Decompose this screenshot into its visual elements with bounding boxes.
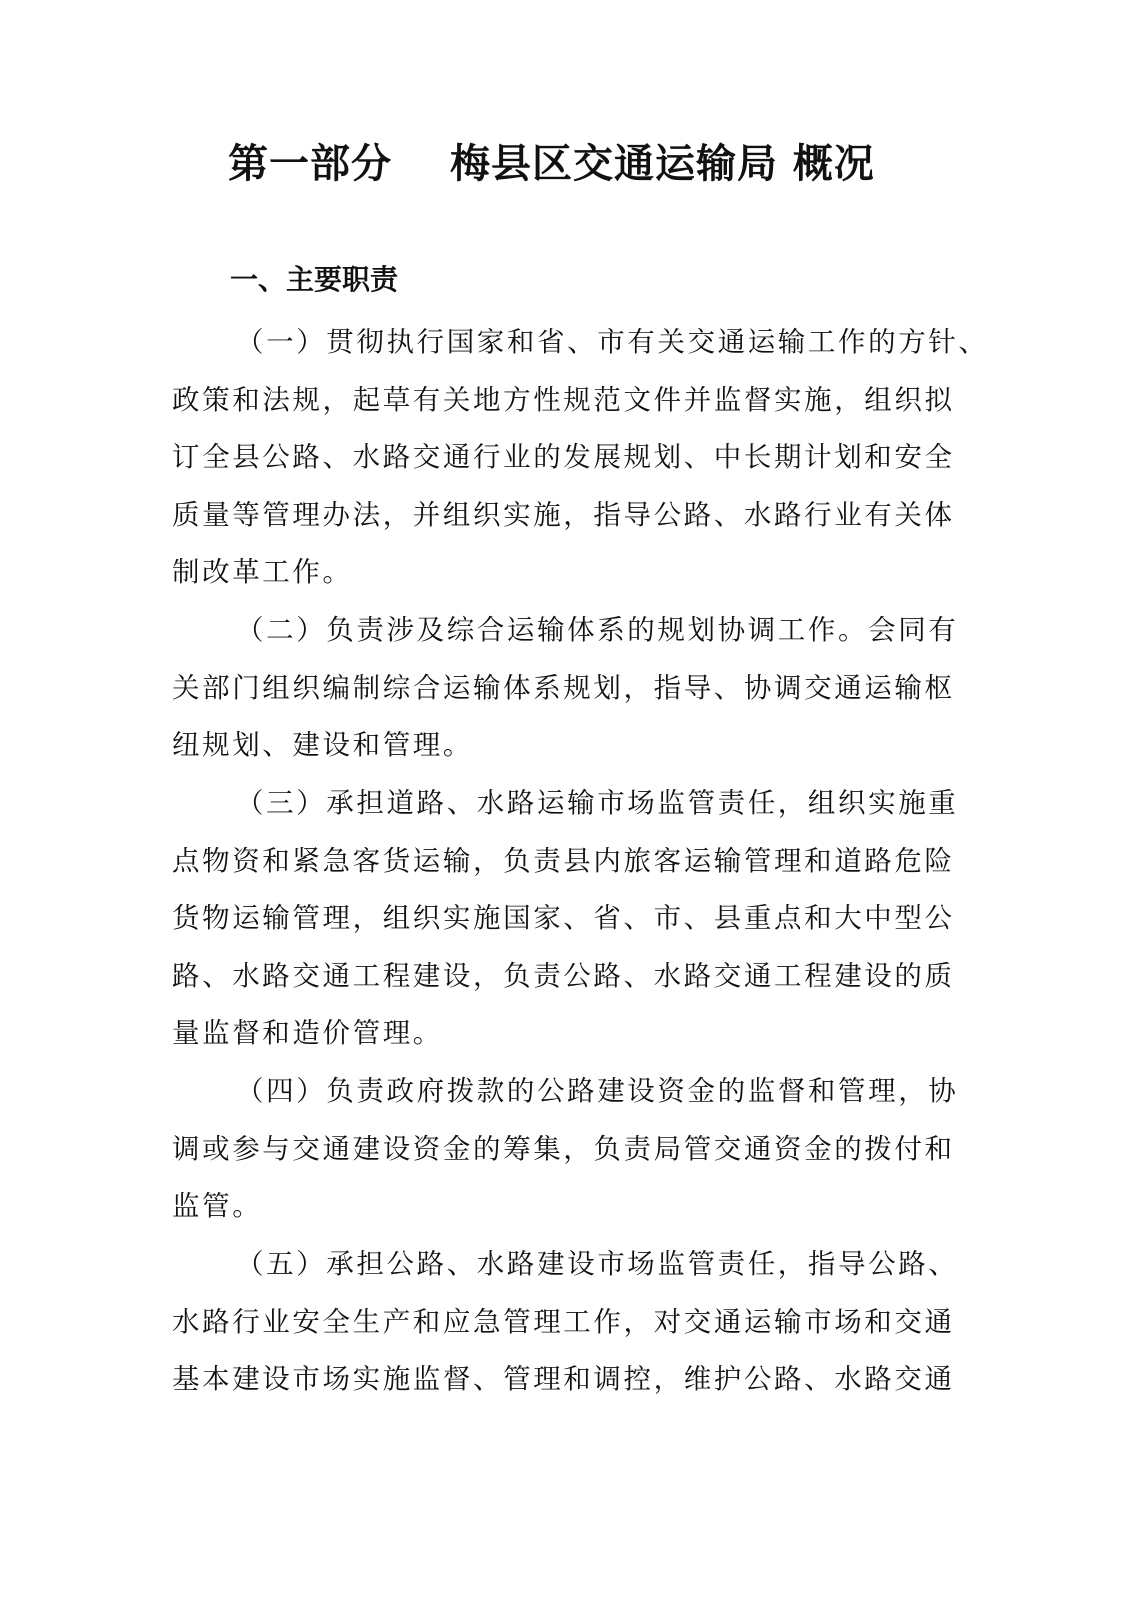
paragraph-line: （二）负责涉及综合运输体系的规划协调工作。会同有 [236, 614, 959, 646]
paragraph-2 [172, 602, 959, 775]
paragraph-3 [172, 775, 959, 1063]
paragraph-1 [172, 314, 989, 602]
paragraph-line: （一）贯彻执行国家和省、市有关交通运输工作的方针、 [236, 326, 989, 358]
paragraph-line: 基本建设市场实施监督、管理和调控，维护公路、水路交通 [172, 1363, 955, 1395]
paragraph-line: 质量等管理办法，并组织实施，指导公路、水路行业有关体 [172, 498, 955, 531]
paragraph-line: （五）承担公路、水路建设市场监管责任，指导公路、 [236, 1248, 959, 1280]
paragraph-line: 制改革工作。 [172, 556, 353, 588]
paragraph-line: 订全县公路、水路交通行业的发展规划、中长期计划和安全 [172, 441, 955, 473]
paragraph-line: 路、水路交通工程建设，负责公路、水路交通工程建设的质 [172, 959, 955, 992]
title-part: 第一部分 [228, 141, 392, 187]
paragraph-line: 关部门组织编制综合运输体系规划，指导、协调交通运输枢 [172, 671, 955, 704]
page-title [228, 136, 875, 192]
paragraph-line: 货物运输管理，组织实施国家、省、市、县重点和大中型公 [172, 902, 955, 934]
title-main: 梅县区交通运输局 概况 [450, 141, 875, 187]
paragraph-line: 点物资和紧急客货运输，负责县内旅客运输管理和道路危险 [172, 844, 955, 877]
paragraph-line: 监管。 [172, 1190, 263, 1222]
paragraph-5 [172, 1236, 959, 1409]
paragraph-line: 调或参与交通建设资金的筹集，负责局管交通资金的拨付和 [172, 1132, 955, 1165]
paragraph-line: 纽规划、建设和管理。 [172, 729, 473, 761]
section-heading: 一、主要职责 [230, 263, 399, 296]
paragraph-line: 量监督和造价管理。 [172, 1017, 443, 1049]
paragraph-line: （三）承担道路、水路运输市场监管责任，组织实施重 [236, 787, 959, 819]
paragraph-line: 政策和法规，起草有关地方性规范文件并监督实施，组织拟 [172, 383, 955, 416]
paragraph-line: （四）负责政府拨款的公路建设资金的监督和管理，协 [236, 1075, 959, 1107]
paragraph-4 [172, 1063, 959, 1236]
paragraph-line: 水路行业安全生产和应急管理工作，对交通运输市场和交通 [172, 1305, 955, 1338]
